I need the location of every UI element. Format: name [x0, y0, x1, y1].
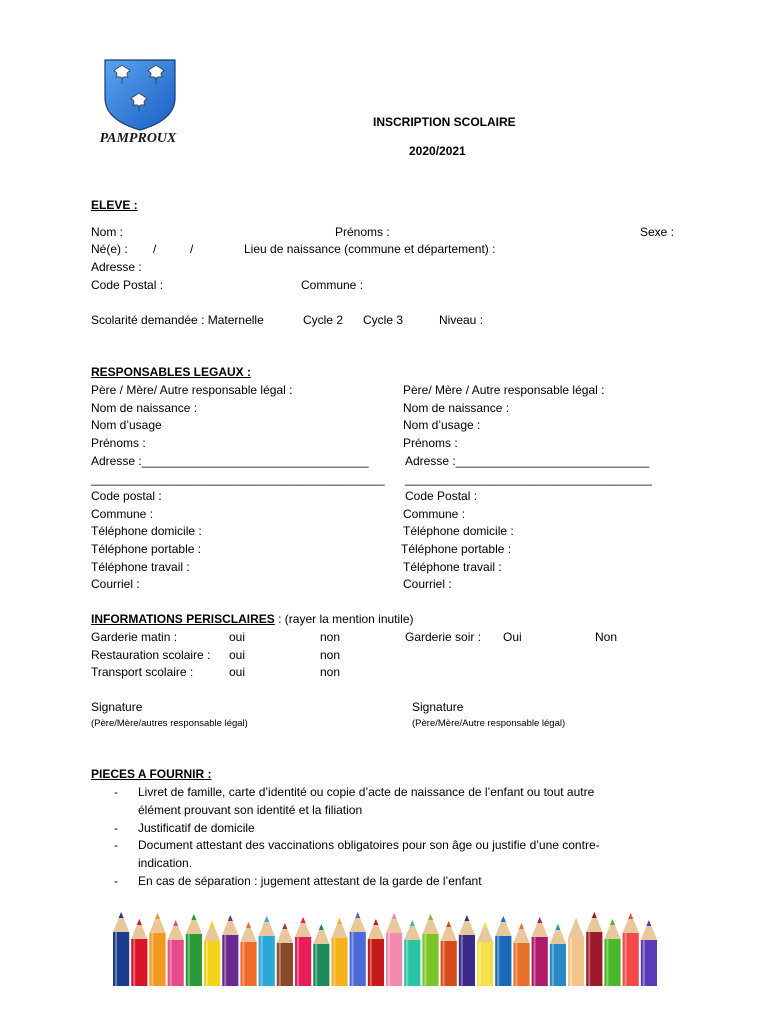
cycle2-option: Cycle 2: [303, 313, 344, 327]
bullet: -: [114, 874, 118, 888]
eleve-prenoms-label: Prénoms :: [335, 225, 390, 239]
resp-right-prenoms: Prénoms :: [403, 436, 458, 450]
pencil: [568, 918, 584, 986]
restauration-non: non: [320, 648, 341, 662]
pencil: [477, 922, 493, 986]
resp-right-nom-naissance: Nom de naissance :: [403, 401, 510, 415]
resp-right-adresse-line2: _____________________________________: [405, 472, 652, 486]
resp-right-adresse: Adresse :_____________________________: [405, 454, 650, 468]
pencil: [623, 913, 639, 986]
resp-right-tel-domicile: Téléphone domicile :: [403, 524, 514, 538]
bullet: -: [114, 785, 118, 799]
resp-left-tel-travail: Téléphone travail :: [91, 560, 190, 574]
responsables-heading: RESPONSABLES LEGAUX :: [91, 365, 252, 379]
resp-right-title: Père/ Mère / Autre responsable légal :: [403, 383, 605, 397]
transport-label: Transport scolaire :: [91, 665, 194, 679]
garderie-soir-oui: Oui: [503, 630, 522, 644]
pencil: [131, 919, 147, 986]
pencil: [641, 920, 657, 986]
transport-oui: oui: [229, 665, 246, 679]
garderie-soir-non: Non: [595, 630, 618, 644]
pencil: [368, 919, 384, 986]
pieces-heading: PIECES A FOURNIR :: [91, 767, 212, 781]
resp-left-prenoms: Prénoms :: [91, 436, 146, 450]
resp-right-tel-travail: Téléphone travail :: [403, 560, 502, 574]
pencil: [240, 922, 256, 986]
eleve-commune-label: Commune :: [301, 278, 364, 292]
cycle3-option: Cycle 3: [363, 313, 404, 327]
pencil: [422, 914, 438, 986]
birthdate-separator: /: [153, 242, 157, 256]
resp-left-title: Père / Mère/ Autre responsable légal :: [91, 383, 293, 397]
niveau-label: Niveau :: [439, 313, 484, 327]
resp-left-tel-portable: Téléphone portable :: [91, 542, 202, 556]
piece-item-1-cont: élément prouvant son identité et la filiation: [138, 803, 363, 817]
restauration-label: Restauration scolaire :: [91, 648, 211, 662]
garderie-matin-label: Garderie matin :: [91, 630, 178, 644]
restauration-oui: oui: [229, 648, 246, 662]
colored-pencils-image: [112, 906, 658, 986]
pencil: [168, 920, 184, 986]
pencil: [350, 912, 366, 986]
periscolaires-heading: INFORMATIONS PERISCLAIRES: [91, 612, 275, 626]
transport-non: non: [320, 665, 341, 679]
resp-left-nom-naissance: Nom de naissance :: [91, 401, 198, 415]
garderie-soir-label: Garderie soir :: [405, 630, 482, 644]
pencil: [186, 914, 202, 986]
pencil: [204, 921, 220, 986]
signature-right-label: Signature: [412, 700, 464, 714]
resp-left-nom-usage: Nom d’usage: [91, 418, 162, 432]
pencil: [604, 919, 620, 986]
piece-item-3: Document attestant des vaccinations obligatoires pour son âge ou justifie d’une contre-: [138, 838, 600, 852]
school-year: 2020/2021: [409, 144, 466, 158]
pencil: [550, 924, 566, 986]
piece-item-1: Livret de famille, carte d’identité ou copie d’acte de naissance de l’enfant ou tout autre: [138, 785, 595, 799]
eleve-adresse-label: Adresse :: [91, 260, 142, 274]
signature-left-sub: (Père/Mère/autres responsable légal): [91, 718, 248, 729]
scolarite-label: Scolarité demandée : Maternelle: [91, 313, 264, 327]
pamproux-coat-of-arms: [90, 56, 190, 151]
resp-left-tel-domicile: Téléphone domicile :: [91, 524, 202, 538]
piece-item-2: Justificatif de domicile: [138, 821, 255, 835]
resp-right-courriel: Courriel :: [403, 577, 452, 591]
signature-left-label: Signature: [91, 700, 143, 714]
resp-left-commune: Commune :: [91, 507, 154, 521]
logo-name: PAMPROUX: [99, 131, 177, 146]
pencil: [586, 912, 602, 986]
pencil: [295, 917, 311, 986]
eleve-birthplace-label: Lieu de naissance (commune et département) :: [244, 242, 496, 256]
birthdate-separator: /: [190, 242, 194, 256]
resp-left-adresse-line2: ____________________________________________: [91, 472, 385, 486]
pencil: [222, 915, 238, 986]
pencil: [277, 923, 293, 986]
eleve-nom-label: Nom :: [91, 225, 124, 239]
pencil: [495, 916, 511, 986]
pencil: [113, 912, 129, 986]
pencil: [386, 913, 402, 986]
pencil: [459, 915, 475, 986]
pencil: [441, 921, 457, 986]
piece-item-4: En cas de séparation : jugement attestant de la garde de l’enfant: [138, 874, 482, 888]
periscolaires-heading-line: [91, 612, 414, 627]
bullet: -: [114, 821, 118, 835]
resp-left-courriel: Courriel :: [91, 577, 140, 591]
pencil: [513, 923, 529, 986]
pencil: [532, 917, 548, 986]
bullet: -: [114, 838, 118, 852]
resp-right-tel-portable: Téléphone portable :: [401, 542, 512, 556]
pencil: [331, 918, 347, 986]
pencil: [149, 913, 165, 986]
eleve-sexe-label: Sexe :: [640, 225, 675, 239]
eleve-code-postal-label: Code Postal :: [91, 278, 164, 292]
signature-right-sub: (Père/Mère/Autre responsable légal): [412, 718, 566, 729]
garderie-matin-non: non: [320, 630, 341, 644]
eleve-heading: ELEVE :: [91, 198, 138, 212]
resp-right-code-postal: Code Postal :: [405, 489, 478, 503]
garderie-matin-oui: oui: [229, 630, 246, 644]
resp-right-nom-usage: Nom d’usage :: [403, 418, 481, 432]
pencil: [259, 916, 275, 986]
form-title: INSCRIPTION SCOLAIRE: [373, 115, 516, 129]
pencil: [313, 924, 329, 986]
resp-right-commune: Commune :: [403, 507, 466, 521]
resp-left-code-postal: Code postal :: [91, 489, 162, 503]
resp-left-adresse: Adresse :__________________________________: [91, 454, 369, 468]
periscolaires-note: : (rayer la mention inutile): [274, 612, 414, 626]
pencil: [404, 920, 420, 986]
piece-item-3-cont: indication.: [138, 856, 193, 870]
eleve-birthdate-label: Né(e) :: [91, 242, 128, 256]
